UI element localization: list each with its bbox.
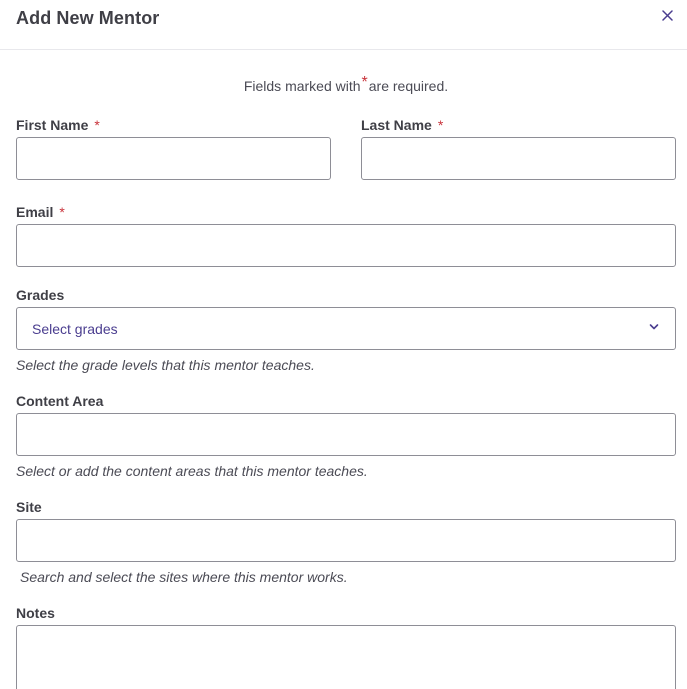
required-fields-note <box>0 74 687 96</box>
email-label <box>16 204 65 220</box>
content-area-label: Content Area <box>16 393 104 409</box>
first-name-label-text: First Name <box>16 117 89 133</box>
site-input[interactable] <box>16 519 676 562</box>
grades-select[interactable] <box>16 307 676 350</box>
dialog-title: Add New Mentor <box>16 8 160 28</box>
notes-textarea[interactable] <box>16 625 676 689</box>
grades-placeholder: Select grades <box>32 320 118 337</box>
site-hint: Search and select the sites where this mentor works. <box>20 569 348 585</box>
chevron-down-icon <box>649 323 659 331</box>
site-label: Site <box>16 499 42 515</box>
email-input[interactable] <box>16 224 676 267</box>
grades-hint: Select the grade levels that this mentor teaches. <box>16 357 315 373</box>
required-note-after: are required. <box>368 78 449 94</box>
content-area-input[interactable] <box>16 413 676 456</box>
dialog-header <box>0 0 687 50</box>
email-label-text: Email <box>16 204 54 220</box>
last-name-input[interactable] <box>361 137 676 180</box>
grades-label: Grades <box>16 287 65 303</box>
last-name-label <box>361 117 443 133</box>
first-name-label <box>16 117 100 133</box>
notes-label: Notes <box>16 605 55 621</box>
email-required-star: * <box>59 204 65 220</box>
first-name-input[interactable] <box>16 137 331 180</box>
close-icon <box>662 10 673 21</box>
required-note-star: * <box>361 74 368 91</box>
required-note-before: Fields marked with <box>243 78 361 94</box>
first-name-required-star: * <box>94 117 100 133</box>
last-name-label-text: Last Name <box>361 117 432 133</box>
content-area-hint: Select or add the content areas that this mentor teaches. <box>16 463 368 479</box>
last-name-required-star: * <box>437 117 444 133</box>
close-button[interactable] <box>659 6 675 24</box>
